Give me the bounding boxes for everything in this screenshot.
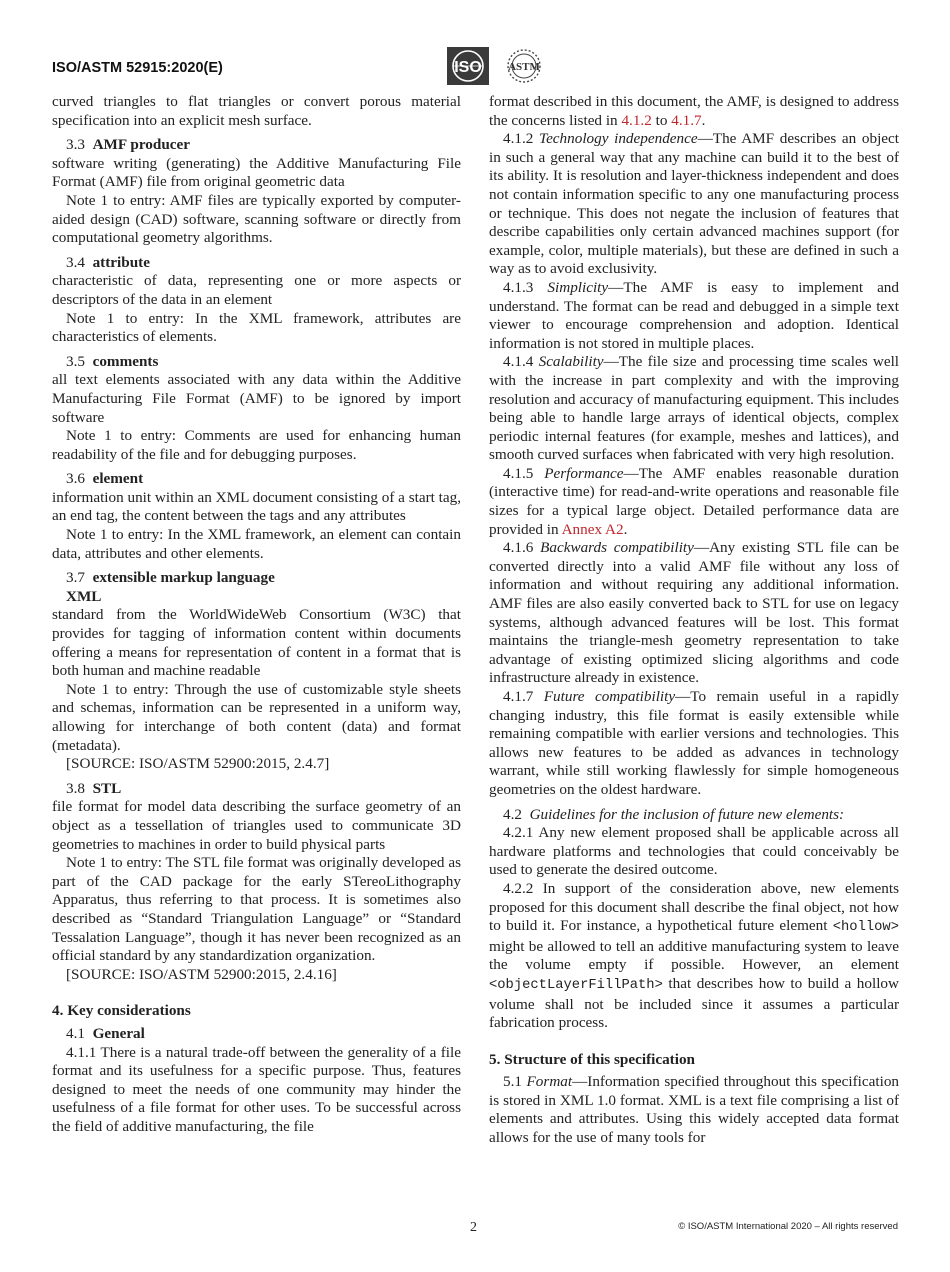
section-4-2-1: 4.2.1 Any new element proposed shall be applicable across all hardware platforms and technologies that could conceivably be used to generate the desired outcome. xyxy=(489,824,899,879)
term-number: 3.3 xyxy=(66,136,85,154)
term-number: 3.8 xyxy=(66,779,85,797)
term-3-4-definition: characteristic of data, representing one or more aspects or descriptors of the data in an element xyxy=(52,272,461,308)
text-run: might be allowed to tell an additive manufacturing system to leave the volume empty if possible. However, an element xyxy=(489,937,899,974)
astm-logo-icon xyxy=(508,50,541,82)
code-element-fill-path: <objectLayerFillPath> xyxy=(489,977,663,993)
section-5-heading: 5. Structure of this specification xyxy=(489,1050,695,1068)
section-title: Scalability xyxy=(538,353,604,371)
term-title: AMF producer xyxy=(92,136,191,154)
term-3-8 xyxy=(52,780,461,799)
section-title: Performance xyxy=(544,464,624,482)
section-4-heading: 4. Key considerations xyxy=(52,1002,191,1020)
term-3-6 xyxy=(52,470,461,489)
section-title: Simplicity xyxy=(547,278,609,296)
text-run: that describes how to build a hollow volume shall not be included since it assumes a particular fabrication process. xyxy=(489,974,899,1032)
code-element-hollow: <hollow> xyxy=(832,920,899,936)
text-run: . xyxy=(701,111,706,129)
term-3-3 xyxy=(52,136,461,155)
term-3-8-source: [SOURCE: ISO/ASTM 52900:2015, 2.4.16] xyxy=(66,965,337,983)
section-4-1-6 xyxy=(489,539,899,688)
section-number: 4.1.3 xyxy=(503,278,534,296)
section-title: Guidelines for the inclusion of future new elements: xyxy=(529,805,845,823)
term-3-6-definition: information unit within an XML document consisting of a start tag, an end tag, the content between the tags and any attributes xyxy=(52,488,462,525)
text-run: format described in this document, the AMF, is designed to address the concerns listed in xyxy=(489,93,899,129)
left-column xyxy=(52,93,461,1136)
section-text: —Any existing STL file can be converted directly into a valid AMF file without any loss of information and without requiring any additional information. AMF files are also easily converted back to STL for use on legacy systems, although advanced features will be lost. This format maintains the triangle-mesh geometry representation to take advantage of existing optimized slicing algorithms and code infrastructure already in existence. xyxy=(489,539,899,687)
term-3-5-note: Note 1 to entry: Comments are used for enhancing human readability of the file and for debugging purposes. xyxy=(52,427,461,463)
section-number: 4.1.2 xyxy=(503,130,534,148)
text-run: to xyxy=(651,111,672,129)
section-number: 4.2 xyxy=(503,805,522,823)
term-title: comments xyxy=(92,352,159,370)
term-3-5 xyxy=(52,353,461,372)
intro-text: curved triangles to flat triangles or convert porous material specification into an explicit mesh surface. xyxy=(52,93,461,129)
section-text: —Information specified throughout this specification is stored in XML 1.0 format. XML is a text file comprising a list of elements and attributes. Using this widely accepted data format allows for the use of many tools for xyxy=(489,1073,900,1147)
section-4-1-7 xyxy=(489,688,899,800)
section-5-1 xyxy=(489,1073,899,1147)
term-3-3-definition: software writing (generating) the Additive Manufacturing File Format (AMF) file from original geometric data xyxy=(52,154,461,191)
logos xyxy=(447,47,551,87)
term-title: element xyxy=(92,470,144,488)
text-run: . xyxy=(623,520,628,538)
section-4-1 xyxy=(52,1025,461,1044)
term-number: 3.5 xyxy=(66,352,85,370)
section-4-1-5 xyxy=(489,465,899,539)
copyright-notice: © ISO/ASTM International 2020 – All rights reserved xyxy=(678,1221,898,1232)
page-number: 2 xyxy=(470,1220,477,1235)
term-title: extensible markup language xyxy=(92,569,275,587)
annex-reference-link[interactable]: Annex A2 xyxy=(561,520,624,538)
iso-logo-text: ISO xyxy=(454,59,482,76)
section-title: General xyxy=(92,1024,145,1042)
section-number: 4.1.6 xyxy=(503,539,534,557)
section-text: —The AMF is easy to implement and understand. The format can be read and debugged in a simple text viewer to encourage comprehension and adoption. Identical information is not stored in multiple places. xyxy=(489,278,899,352)
section-4-1-2 xyxy=(489,130,899,279)
section-number: 5.1 xyxy=(503,1073,522,1091)
term-3-4-note: Note 1 to entry: In the XML framework, attributes are characteristics of elements. xyxy=(52,309,461,346)
term-3-7-source: [SOURCE: ISO/ASTM 52900:2015, 2.4.7] xyxy=(66,755,330,773)
term-number: 3.4 xyxy=(66,253,85,271)
section-text: —The AMF describes an object in such a general way that any machine can build it to the best of its ability. It is resolution and layer-thickness independent and does not contain information specific to any one manufacturing process or technique. This does not negate the inclusion of features that describe capabilities only certain advanced machines support (for example, color, multiple materials), but these are defined in such a way as to avoid exclusivity. xyxy=(489,130,899,278)
term-abbreviation: XML xyxy=(66,587,102,605)
section-4-2 xyxy=(489,806,899,825)
term-number: 3.6 xyxy=(66,470,85,488)
section-number: 4.1.4 xyxy=(503,353,534,371)
term-title: attribute xyxy=(92,253,150,271)
term-3-8-note: Note 1 to entry: The STL file format was originally developed as part of the CAD package for the early STereoLithography Apparatus, thus referring to that process. It is sometimes also described as “Standard Triangulation Language” or “Standard Tessalation Language”, though it has never been recognized as an official standard by any standardization organization. xyxy=(52,854,461,965)
term-3-4 xyxy=(52,254,461,273)
term-3-5-definition: all text elements associated with any data within the Additive Manufacturing File Format (AMF) to be ignored by import software xyxy=(52,371,461,426)
term-3-7 xyxy=(52,569,461,588)
iso-logo-icon xyxy=(447,47,551,87)
term-3-7-note: Note 1 to entry: Through the use of customizable style sheets and schemas, information can be represented in a uniform way, allowing for interchange of both content (data) and format (metadata). xyxy=(52,680,461,754)
section-title: Backwards compatibility xyxy=(540,539,694,557)
right-column xyxy=(489,93,899,1148)
section-4-2-2 xyxy=(489,880,899,1033)
term-number: 3.7 xyxy=(66,569,85,587)
term-3-7-abbr xyxy=(52,588,461,607)
section-text: —To remain useful in a rapidly changing industry, this file format is easily extensible while remaining compatible with earlier versions and technologies. This allows new features to be added as advances in technology warrant, while still working flawlessly for simple homogeneous geometries on the oldest hardware. xyxy=(489,688,899,798)
text-run: 4.2.2 In support of the consideration above, new elements proposed for this document shall describe the final object, not how to build it. For instance, a hypothetical future element xyxy=(489,879,899,935)
section-text: —The file size and processing time scales well with the increase in part complexity and with the improving resolution and accuracy of manufacturing equipment. This includes being able to handle large arrays of identical objects, complex periodic internal features (for example, meshes and lattices), and smooth curved surfaces when fabricated with very high resolution. xyxy=(489,353,900,464)
term-3-6-note: Note 1 to entry: In the XML framework, an element can contain data, attributes and other elements. xyxy=(52,526,461,562)
term-3-3-note: Note 1 to entry: AMF files are typically exported by computer-aided design (CAD) software, scanning software or directly from computational geometry algorithms. xyxy=(52,191,461,247)
document-id: ISO/ASTM 52915:2020(E) xyxy=(52,60,223,76)
cross-reference-link[interactable]: 4.1.7 xyxy=(671,111,702,129)
cross-reference-link[interactable]: 4.1.2 xyxy=(621,111,652,129)
section-4-1-1: 4.1.1 There is a natural trade-off between the generality of a file format and its usefulness for a specific purpose. Thus, features designed to meet the needs of one community may hinder the usefulness of a file format for other uses. To be successful across the field of additive manufacturing, the file xyxy=(52,1043,461,1135)
term-3-7-definition: standard from the WorldWideWeb Consortium (W3C) that provides for tagging of information content within documents offering a means for representation of content in a format that is both human and machine readable xyxy=(52,606,461,680)
section-number: 4.1.7 xyxy=(503,688,534,705)
section-title: Technology independence xyxy=(539,130,698,148)
section-title: Future compatibility xyxy=(543,688,676,705)
continuation-text xyxy=(489,93,899,130)
section-4-1-4 xyxy=(489,353,899,465)
astm-logo-text: ASTM xyxy=(508,61,540,73)
term-title: STL xyxy=(92,779,122,797)
section-title: Format xyxy=(526,1073,573,1091)
section-number: 4.1 xyxy=(66,1024,85,1042)
section-number: 4.1.5 xyxy=(503,464,534,482)
section-text: —The AMF enables reasonable duration (interactive time) for read-and-write operations and reasonable file sizes for a typical large object. Detailed performance data are provided in xyxy=(489,464,899,538)
term-3-8-definition: file format for model data describing the surface geometry of an object as a tessellation of triangles used to communicate 3D geometries to machines in order to build physical parts xyxy=(52,798,461,853)
section-4-1-3 xyxy=(489,279,899,353)
